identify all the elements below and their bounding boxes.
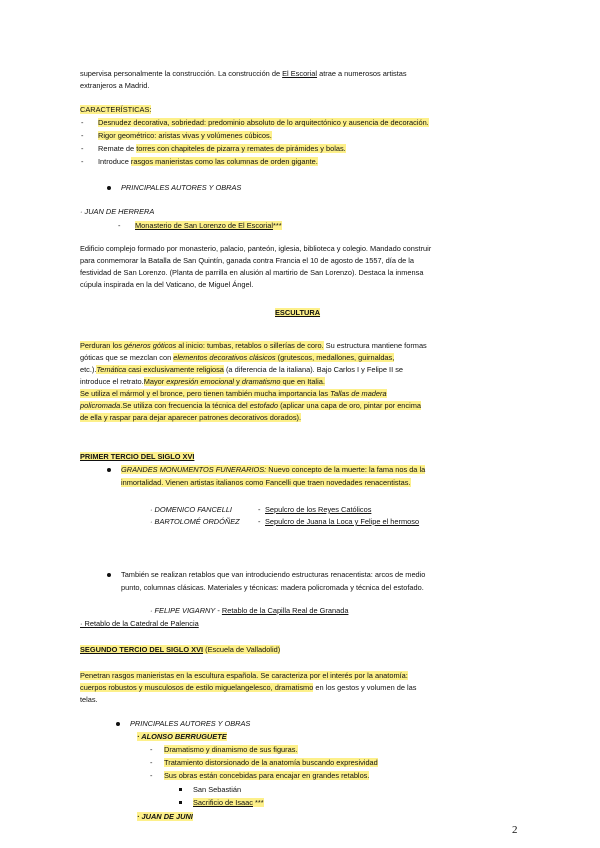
caracteristica-item-3: Remate de torres con chapiteles de pizarra y remates de pirámides y bolas.: [98, 144, 346, 153]
retablo-palencia: · Retablo de la Catedral de Palencia: [80, 619, 199, 628]
berruguete-item-1: Dramatismo y dinamismo de sus figuras.: [164, 745, 298, 754]
caracteristica-item-1: Desnudez decorativa, sobriedad: predominio absoluto de lo arquitectónico y ausencia de decoración.: [98, 118, 429, 127]
author-juan-de-herrera: · JUAN DE HERRERA: [80, 207, 155, 216]
list-dash: -: [81, 157, 84, 166]
page-number: 2: [512, 824, 518, 836]
berruguete-item-3: Sus obras están concebidas para encajar en grandes retablos.: [164, 771, 370, 780]
intro-line-1: supervisa personalmente la construcción. La construcción de El Escorial atrae a numerosos artistas: [80, 69, 407, 78]
bullet-icon: [107, 186, 111, 190]
escultura-p-line-1: Perduran los géneros góticos al inicio: tumbas, retablos o sillerías de coro. Su estructura mantiene formas: [80, 341, 427, 350]
escorial-desc-3: festividad de San Lorenzo. (Planta de parrilla en alusión al martirio de San Lorenzo). Destaca la inmensa: [80, 268, 424, 277]
primer-tercio-heading: PRIMER TERCIO DEL SIGLO XVI: [80, 452, 195, 461]
square-bullet-icon: [179, 801, 182, 804]
el-escorial-link: El Escorial: [282, 69, 318, 78]
escorial-desc-1: Edificio complejo formado por monasterio, palacio, panteón, iglesia, biblioteca y colegio. Mandado construir: [80, 244, 432, 253]
work-escorial: Monasterio de San Lorenzo de El Escorial***: [135, 221, 282, 230]
list-dash: -: [118, 221, 121, 230]
list-dash: -: [150, 745, 153, 754]
bullet-icon: [116, 722, 120, 726]
work-separator: -: [258, 517, 261, 526]
author-berruguete: · ALONSO BERRUGUETE: [137, 732, 227, 741]
escultura-p-line-6: policromada.Se utiliza con frecuencia la técnica del estofado (aplicar una capa de oro, pintar por encima: [80, 401, 422, 410]
berruguete-item-2: Tratamiento distorsionado de la anatomía buscando expresividad: [164, 758, 378, 767]
author-ordonez: · BARTOLOMÉ ORDÓÑEZ: [150, 517, 240, 526]
work-separator: -: [258, 505, 261, 514]
caracteristica-item-4: Introduce rasgos manieristas como las columnas de orden gigante.: [98, 157, 318, 166]
list-dash: -: [81, 144, 84, 153]
escorial-desc-4: cúpula inspirada en la del Vaticano, de Miguel Ángel.: [80, 280, 254, 289]
bullet-icon: [107, 573, 111, 577]
list-dash: -: [150, 758, 153, 767]
autores-heading-2: PRINCIPALES AUTORES Y OBRAS: [130, 719, 251, 728]
bullet-icon: [107, 468, 111, 472]
escultura-p-line-4: introduce el retrato.Mayor expresión emocional y dramatismo que en Italia.: [80, 377, 325, 386]
work-sepulcro-juana: Sepulcro de Juana la Loca y Felipe el hermoso: [265, 517, 420, 526]
retablos-line-1: También se realizan retablos que van introduciendo estructuras renacentista: arcos de medio: [121, 570, 426, 579]
segundo-p-line-3: telas.: [80, 695, 98, 704]
monumentos-line-1: GRANDES MONUMENTOS FUNERARIOS: Nuevo concepto de la muerte: la fama nos da la: [121, 465, 426, 474]
obra-sacrificio-isaac: Sacrificio de Isaac ***: [193, 798, 264, 807]
square-bullet-icon: [179, 788, 182, 791]
escultura-p-line-2: góticas que se mezclan con elementos decorativos clásicos (grutescos, medallones, guirnaldas,: [80, 353, 395, 362]
list-dash: -: [81, 131, 84, 140]
autores-heading-1: PRINCIPALES AUTORES Y OBRAS: [121, 183, 242, 192]
segundo-tercio-heading: SEGUNDO TERCIO DEL SIGLO XVI (Escuela de Valladolid): [80, 645, 281, 654]
monumentos-line-2: inmortalidad. Vienen artistas italianos como Fancelli que traen novedades renacentistas.: [121, 478, 411, 487]
escorial-desc-2: para conmemorar la Batalla de San Quintín, ganada contra Francia el 10 de agosto de 1557, día de la: [80, 256, 415, 265]
author-fancelli: · DOMENICO FANCELLI: [150, 505, 232, 514]
vigarny-line: · FELIPE VIGARNY - Retablo de la Capilla Real de Granada: [150, 606, 349, 615]
work-sepulcro-reyes: Sepulcro de los Reyes Católicos: [265, 505, 372, 514]
escultura-heading: ESCULTURA: [275, 308, 321, 317]
segundo-p-line-2: cuerpos robustos y musculosos de estilo miguelangelesco, dramatismo en los gestos y volumen de las: [80, 683, 417, 692]
segundo-p-line-1: Penetran rasgos manieristas en la escultura española. Se caracteriza por el interés por la anatomía:: [80, 671, 408, 680]
retablos-line-2: punto, columnas clásicas. Materiales y técnicas: madera policromada y técnica del estofado.: [121, 583, 424, 592]
escultura-p-line-3: etc.).Temática casi exclusivamente religiosa (a diferencia de la italiana). Bajo Carlos I y Felipe II se: [80, 365, 404, 374]
caracteristica-item-2: Rigor geométrico: aristas vivas y volúmenes cúbicos.: [98, 131, 272, 140]
list-dash: -: [150, 771, 153, 780]
intro-line-2: extranjeros a Madrid.: [80, 81, 150, 90]
escultura-p-line-5: Se utiliza el mármol y el bronce, pero tienen también mucha importancia las Tallas de madera: [80, 389, 387, 398]
obra-san-sebastian: San Sebastián: [193, 785, 242, 794]
list-dash: -: [81, 118, 84, 127]
caracteristicas-heading: CARACTERÍSTICAS:: [80, 105, 152, 114]
escultura-p-line-7: de ella y raspar para dejar aparecer patrones decorativos dorados).: [80, 413, 302, 422]
author-juan-de-juni: · JUAN DE JUNI: [137, 812, 193, 821]
